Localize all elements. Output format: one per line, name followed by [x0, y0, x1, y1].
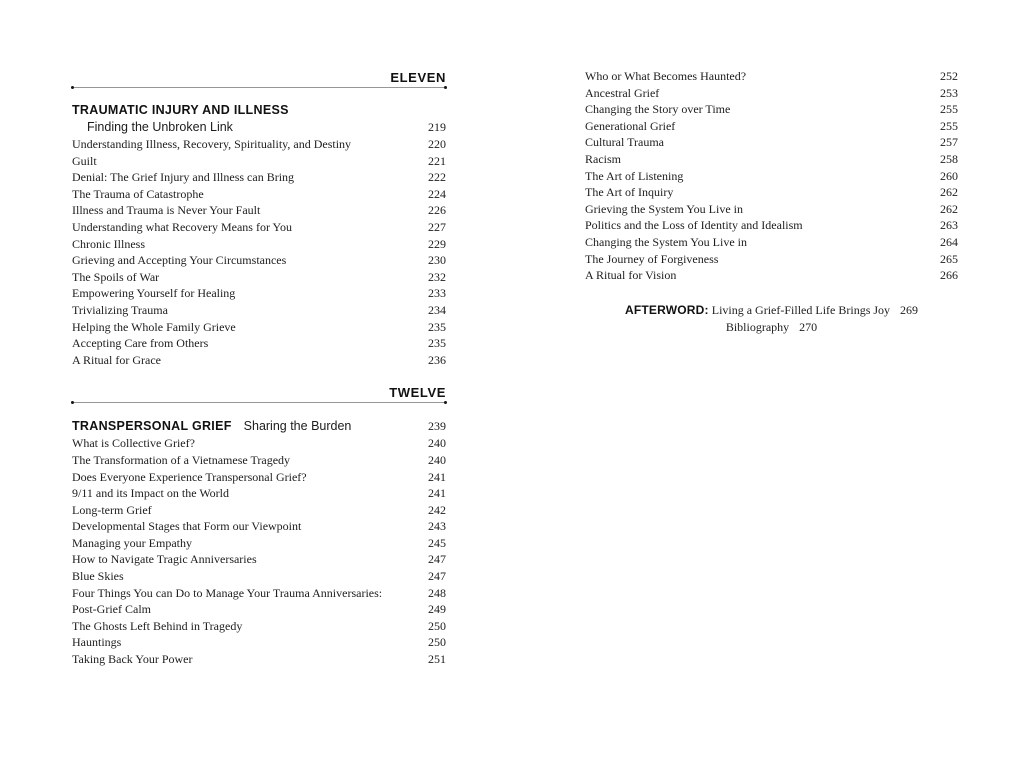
entry-page-number: 260 [940, 168, 958, 183]
entry-title: A Ritual for Vision [585, 268, 677, 283]
entry-title: The Trauma of Catastrophe [72, 186, 204, 201]
toc-entry-row [72, 153, 446, 170]
entry-title: The Ghosts Left Behind in Tragedy [72, 618, 243, 633]
entry-title: Politics and the Loss of Identity and Idealism [585, 218, 803, 233]
chapter-twelve-rule [72, 402, 446, 403]
entry-title: Grieving the System You Live in [585, 201, 743, 216]
entry-page-number: 247 [428, 552, 446, 567]
entry-title: The Spoils of War [72, 269, 160, 284]
toc-entry-row [72, 252, 446, 269]
toc-entry-row [72, 186, 446, 203]
entry-title: Empowering Yourself for Healing [72, 286, 236, 301]
toc-entry-row [585, 168, 958, 185]
entry-page-number: 250 [428, 635, 446, 650]
toc-entry-row [585, 101, 958, 118]
toc-entry-row [72, 651, 446, 668]
toc-entry-row [72, 601, 446, 618]
chapter-twelve-number-label: TWELVE [389, 385, 446, 401]
toc-entry-row [72, 618, 446, 635]
toc-entry-row [585, 68, 958, 85]
entry-title: 9/11 and its Impact on the World [72, 486, 230, 501]
chapter-eleven-title: TRAUMATIC INJURY AND ILLNESS [72, 103, 289, 117]
entry-page-number: 230 [428, 253, 446, 268]
chapter-eleven-entries [72, 136, 446, 368]
entry-title: Does Everyone Experience Transpersonal Grief? [72, 469, 307, 484]
entry-title: Helping the Whole Family Grieve [72, 319, 236, 334]
left-page-column [72, 68, 446, 668]
entry-page-number: 258 [940, 151, 958, 166]
toc-entry-row [585, 118, 958, 135]
entry-title: Denial: The Grief Injury and Illness can Bring [72, 170, 295, 185]
toc-entry-row [585, 234, 958, 251]
bibliography-page: 270 [799, 319, 818, 334]
entry-page-number: 251 [428, 652, 446, 667]
chapter-twelve-heading-row [72, 417, 446, 435]
entry-page-number: 263 [940, 218, 958, 233]
toc-entry-row [585, 201, 958, 218]
toc-entry-row [72, 435, 446, 452]
toc-entry-row [72, 551, 446, 568]
entry-page-number: 247 [428, 569, 446, 584]
entry-page-number: 262 [940, 201, 958, 216]
toc-entry-row [72, 335, 446, 352]
entry-page-number: 234 [428, 302, 446, 317]
entry-title: The Transformation of a Vietnamese Tragedy [72, 452, 291, 467]
entry-page-number: 242 [428, 502, 446, 517]
entry-page-number: 248 [428, 585, 446, 600]
toc-entry-row [585, 217, 958, 234]
entry-page-number: 227 [428, 219, 446, 234]
entry-title: Post-Grief Calm [72, 602, 151, 617]
entry-title: Cultural Trauma [585, 135, 665, 150]
toc-entry-row [585, 251, 958, 268]
entry-title: Illness and Trauma is Never Your Fault [72, 203, 261, 218]
entry-page-number: 224 [428, 186, 446, 201]
toc-entry-row [72, 319, 446, 336]
entry-title: Generational Grief [585, 118, 676, 133]
afterword-title: Living a Grief-Filled Life Brings Joy [711, 302, 891, 317]
entry-title: Changing the System You Live in [585, 234, 748, 249]
entry-title: Accepting Care from Others [72, 336, 209, 351]
entry-page-number: 226 [428, 203, 446, 218]
entry-page-number: 253 [940, 85, 958, 100]
toc-entry-row [585, 85, 958, 102]
entry-title: Taking Back Your Power [72, 652, 193, 667]
chapter-eleven-subtitle: Finding the Unbroken Link [87, 120, 233, 134]
entry-title: Ancestral Grief [585, 85, 660, 100]
chapter-eleven-subtitle-row [72, 119, 446, 136]
toc-entry-row [72, 202, 446, 219]
entry-page-number: 249 [428, 602, 446, 617]
toc-entry-row [72, 219, 446, 236]
toc-entry-row [72, 518, 446, 535]
toc-entry-row [72, 352, 446, 369]
toc-entry-row [585, 134, 958, 151]
entry-title: A Ritual for Grace [72, 352, 161, 367]
entry-page-number: 255 [940, 118, 958, 133]
toc-entry-row [585, 184, 958, 201]
toc-entry-row [72, 485, 446, 502]
chapter-twelve-title-page: 239 [428, 419, 446, 434]
entry-page-number: 255 [940, 102, 958, 117]
entry-page-number: 241 [428, 469, 446, 484]
entry-page-number: 266 [940, 268, 958, 283]
toc-entry-row [72, 236, 446, 253]
toc-entry-row [72, 634, 446, 651]
toc-entry-row [72, 269, 446, 286]
entry-title: Guilt [72, 153, 97, 168]
chapter-twelve-title: TRANSPERSONAL GRIEF [72, 419, 232, 434]
entry-title: Changing the Story over Time [585, 102, 731, 117]
entry-title: Managing your Empathy [72, 535, 192, 550]
chapter-twelve-subtitle: Sharing the Burden [243, 419, 352, 434]
entry-page-number: 245 [428, 535, 446, 550]
entry-title: The Journey of Forgiveness [585, 251, 719, 266]
entry-title: Long-term Grief [72, 502, 152, 517]
chapter-twelve-entries [72, 435, 446, 667]
entry-title: The Art of Listening [585, 168, 684, 183]
right-page-column [585, 68, 958, 336]
entry-page-number: 250 [428, 618, 446, 633]
entry-title: Understanding what Recovery Means for You [72, 219, 292, 234]
afterword-label: AFTERWORD: [624, 302, 709, 317]
toc-entry-row [72, 452, 446, 469]
entry-title: Who or What Becomes Haunted? [585, 69, 747, 83]
entry-title: How to Navigate Tragic Anniversaries [72, 552, 257, 567]
chapter-twelve-section [72, 383, 446, 667]
right-page-entries [585, 68, 958, 284]
entry-page-number: 233 [428, 286, 446, 301]
entry-page-number: 252 [940, 69, 958, 83]
toc-entry-row [72, 568, 446, 585]
entry-title: Four Things You can Do to Manage Your Trauma Anniversaries: [72, 585, 383, 600]
toc-entry-row [72, 535, 446, 552]
entry-page-number: 236 [428, 352, 446, 367]
entry-title: Hauntings [72, 635, 122, 650]
toc-entry-row [72, 136, 446, 153]
entry-page-number: 243 [428, 519, 446, 534]
chapter-eleven-subtitle-page: 219 [428, 120, 446, 134]
chapter-eleven-number-label: ELEVEN [390, 70, 446, 85]
entry-page-number: 265 [940, 251, 958, 266]
entry-page-number: 235 [428, 336, 446, 351]
toc-entry-row [72, 285, 446, 302]
entry-page-number: 222 [428, 170, 446, 185]
entry-page-number: 264 [940, 234, 958, 249]
entry-title: Trivializing Trauma [72, 302, 168, 317]
chapter-twelve-heading [72, 417, 351, 435]
entry-page-number: 241 [428, 486, 446, 501]
toc-entry-row [72, 469, 446, 486]
entry-page-number: 262 [940, 185, 958, 200]
entry-page-number: 221 [428, 153, 446, 168]
entry-page-number: 220 [428, 137, 446, 151]
toc-entry-row [72, 585, 446, 602]
entry-title: Understanding Illness, Recovery, Spirituality, and Destiny [72, 137, 352, 151]
entry-title: Blue Skies [72, 569, 124, 584]
toc-entry-row [585, 151, 958, 168]
toc-entry-row [585, 267, 958, 284]
chapter-eleven-section [72, 68, 446, 368]
entry-title: Developmental Stages that Form our Viewpoint [72, 519, 302, 534]
entry-page-number: 235 [428, 319, 446, 334]
toc-entry-row [72, 169, 446, 186]
entry-title: Chronic Illness [72, 236, 145, 251]
toc-entry-row [72, 302, 446, 319]
entry-title: Racism [585, 151, 621, 166]
chapter-eleven-rule [72, 87, 446, 88]
entry-page-number: 257 [940, 135, 958, 150]
entry-page-number: 229 [428, 236, 446, 251]
afterword-page: 269 [900, 302, 919, 317]
entry-title: Grieving and Accepting Your Circumstances [72, 253, 287, 268]
afterword-line [585, 302, 958, 319]
bibliography-title: Bibliography [725, 319, 790, 334]
entry-page-number: 240 [428, 452, 446, 467]
toc-entry-row [72, 502, 446, 519]
entry-title: What is Collective Grief? [72, 436, 195, 451]
entry-title: The Art of Inquiry [585, 185, 674, 200]
entry-page-number: 240 [428, 436, 446, 451]
entry-page-number: 232 [428, 269, 446, 284]
bibliography-line [585, 319, 958, 336]
